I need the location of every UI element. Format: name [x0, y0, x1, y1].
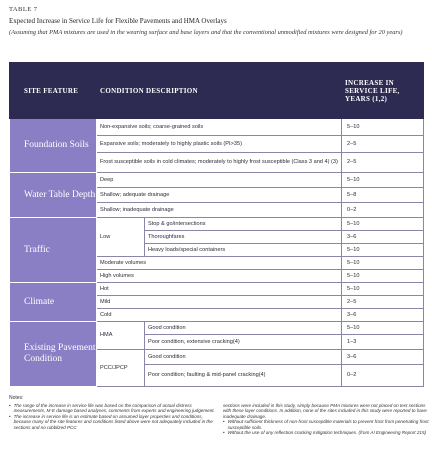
note-continuation: sections were included in this study, simply because PMA mixtures were not placed on test sections with these layer conditions. In addition, none of the sites included in this study were reported to have inadequate drainage.: [223, 402, 427, 419]
notes-section: [9, 396, 429, 436]
condition-cell: Moderate volumes: [97, 257, 342, 270]
feature-climate: Climate: [10, 283, 97, 322]
value-cell: 2–5: [342, 136, 424, 153]
notes-left-column: [9, 403, 215, 436]
value-cell: 1–3: [342, 335, 424, 350]
note-item: • The range of the increase in service life was based on the comparison of actual distress measurements, M-E damage based analyses, comments from experts and engineering judgement.: [9, 402, 215, 413]
service-life-table: [9, 62, 424, 387]
sub-condition-cell: Heavy loads/special containers: [145, 244, 342, 257]
value-cell: 5–10: [342, 283, 424, 296]
table-row: [10, 283, 424, 296]
value-cell: 2–5: [342, 296, 424, 309]
condition-cell: Frost susceptible soils in cold climates; moderately to highly frost susceptible (Class 3 and 4) (3): [97, 153, 342, 173]
condition-cell: Shallow; inadequate drainage: [97, 203, 342, 218]
value-cell: 5–8: [342, 188, 424, 203]
condition-cell: Expansive soils; moderately to highly plastic soils (PI>35): [97, 136, 342, 153]
value-cell: 0–2: [342, 365, 424, 387]
sub-condition-cell: Poor condition; faulting & mid-panel cracking(4): [145, 365, 342, 387]
value-cell: 0–2: [342, 203, 424, 218]
condition-cell: Deep: [97, 173, 342, 188]
condition-cell: Hot: [97, 283, 342, 296]
header-condition-description: CONDITION DESCRIPTION: [97, 63, 342, 119]
table-label: TABLE 7: [9, 6, 38, 13]
feature-water-table-depth: Water Table Depth: [10, 173, 97, 218]
value-cell: 5–10: [342, 173, 424, 188]
table-row: [10, 119, 424, 136]
value-cell: 2–5: [342, 153, 424, 173]
value-cell: 5–10: [342, 218, 424, 231]
value-cell: 5–10: [342, 322, 424, 335]
traffic-low-cell: Low: [97, 218, 145, 257]
condition-cell: Shallow; adequate drainage: [97, 188, 342, 203]
table-row: [10, 218, 424, 231]
sub-condition-cell: Good condition: [145, 350, 342, 365]
value-cell: 5–10: [342, 270, 424, 283]
value-cell: 5–10: [342, 257, 424, 270]
sub-condition-cell: Thoroughfares: [145, 231, 342, 244]
table-row: [10, 322, 424, 335]
table-row: [10, 173, 424, 188]
table-title: Expected Increase in Service Life for Flexible Pavements and HMA Overlays: [9, 17, 227, 25]
note-item: • Without sufficient thickness of non-frost susceptible materials to prevent frost from penetrating frost susceptible soils.: [223, 419, 429, 430]
feature-foundation-soils: Foundation Soils: [10, 119, 97, 173]
pavement-pcc-cell: PCC/JPCP: [97, 350, 145, 387]
sub-condition-cell: Good condition: [145, 322, 342, 335]
value-cell: 3–6: [342, 231, 424, 244]
note-item: • The increase in service life is an estimate based on assumed layer properties and conditions, because many of the site features and conditions listed above were not adequately included in the sections and no rubblized PCC: [9, 413, 213, 430]
feature-existing-pavement-condition: Existing Pavement Condition: [10, 322, 97, 387]
header-site-feature: SITE FEATURE: [10, 63, 97, 119]
value-cell: 5–10: [342, 244, 424, 257]
condition-cell: Non-expansive soils; coarse-grained soils: [97, 119, 342, 136]
header-increase: INCREASE IN SERVICE LIFE, YEARS (1,2): [342, 63, 424, 119]
notes-right-column: [223, 403, 429, 436]
value-cell: 5–10: [342, 119, 424, 136]
condition-cell: Mild: [97, 296, 342, 309]
feature-traffic: Traffic: [10, 218, 97, 283]
condition-cell: High volumes: [97, 270, 342, 283]
note-item: • Without the use of any reflection cracking mitigation techniques. (from AI Engineering Report 215): [223, 430, 427, 435]
sub-condition-cell: Stop & go/intersections: [145, 218, 342, 231]
sub-condition-cell: Poor condition, extensive cracking(4): [145, 335, 342, 350]
pavement-hma-cell: HMA: [97, 322, 145, 350]
condition-cell: Cold: [97, 309, 342, 322]
assumption-note: (Assuming that PMA mixtures are used in the wearing surface and base layers and that the conventional unmodified mixtures were designed for 20 years): [9, 29, 403, 36]
value-cell: 3–6: [342, 350, 424, 365]
value-cell: 3–6: [342, 309, 424, 322]
notes-heading: Notes:: [9, 395, 24, 401]
